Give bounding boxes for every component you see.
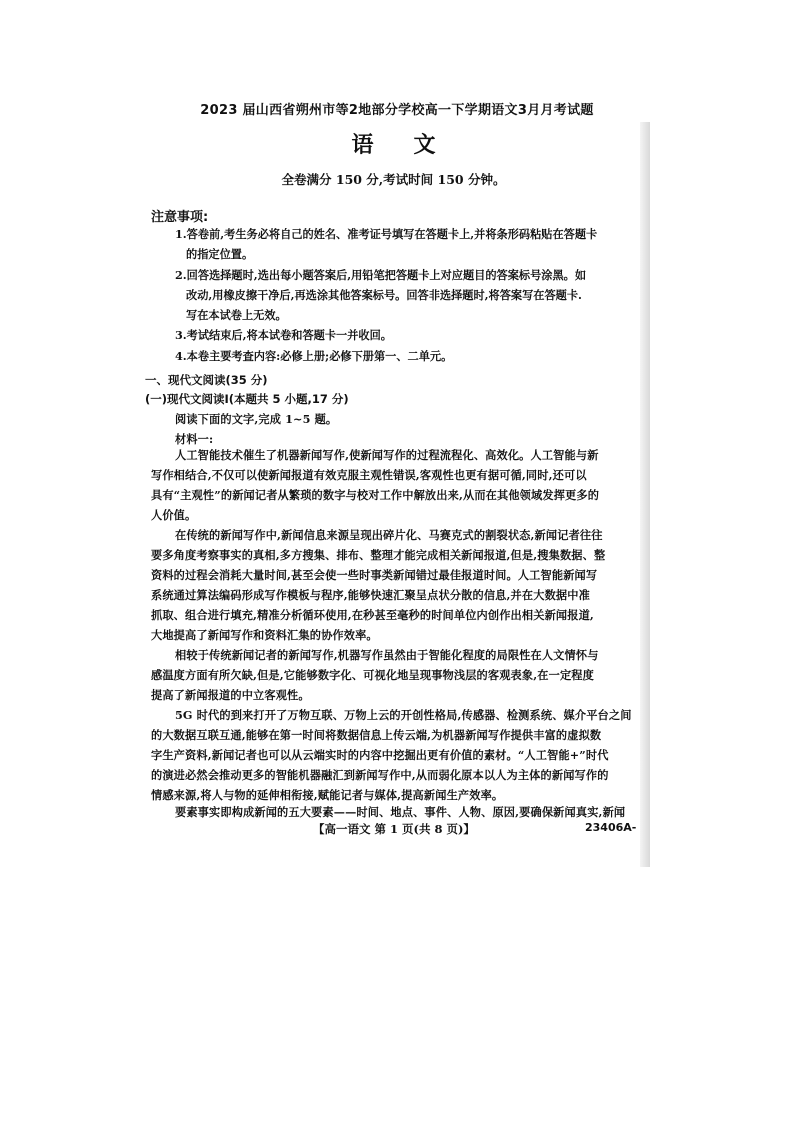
section-title: 一、现代文阅读(35 分)	[145, 373, 268, 387]
body-line: 情感来源,将人与物的延伸相衔接,赋能记者与媒体,提高新闻生产效率。	[151, 788, 504, 802]
subsection-title: (一)现代文阅读Ⅰ(本题共 5 小题,17 分)	[145, 392, 349, 406]
notice-line: 3.考试结束后,将本试卷和答题卡一并收回。	[175, 328, 392, 343]
body-line: 感温度方面有所欠缺,但是,它能够数字化、可视化地呈现事物浅层的客观表象,在一定程度	[151, 668, 594, 682]
notice-line: 改动,用橡皮擦干净后,再选涂其他答案标号。回答非选择题时,将答案写在答题卡.	[186, 287, 582, 302]
footer-page-info: 【高一语文 第 1 页(共 8 页)】	[313, 822, 475, 836]
body-line: 要素事实即构成新闻的五大要素——时间、地点、事件、人物、原因,要确保新闻真实,新闻	[175, 805, 626, 819]
body-line: 的演进必然会推动更多的智能机器融汇到新闻写作中,从而弱化原本以人为主体的新闻写作的	[151, 768, 609, 782]
subject-char-1: 语	[351, 132, 374, 158]
body-line: 要多角度考察事实的真相,多方搜集、排布、整理才能完成相关新闻报道,但是,搜集数据、整	[151, 548, 606, 562]
body-line: 相较于传统新闻记者的新闻写作,机器写作虽然由于智能化程度的局限性在人文情怀与	[175, 648, 599, 662]
body-line: 大地提高了新闻写作和资料汇集的协作效率。	[151, 628, 378, 642]
body-line: 系统通过算法编码形成写作模板与程序,能够快速汇聚呈点状分散的信息,并在大数据中准	[151, 588, 590, 602]
notice-title: 注意事项:	[151, 210, 209, 225]
material-label: 材料一:	[175, 432, 214, 446]
body-line: 提高了新闻报道的中立客观性。	[151, 688, 310, 702]
body-line: 的大数据互联互通,能够在第一时间将数据信息上传云端,为机器新闻写作提供丰富的虚拟数	[151, 728, 602, 742]
scanned-exam-page	[137, 122, 650, 867]
body-line: 具有“主观性”的新闻记者从繁琐的数字与校对工作中解放出来,从而在其他领域发挥更多的	[151, 488, 600, 502]
exam-meta: 全卷满分 150 分,考试时间 150 分钟。	[281, 172, 506, 187]
body-line: 人工智能技术催生了机器新闻写作,使新闻写作的过程流程化、高效化。人工智能与新	[175, 448, 599, 462]
subject-char-2: 文	[413, 132, 436, 158]
subject-heading	[137, 128, 650, 159]
notice-line: 的指定位置。	[186, 247, 254, 262]
document-title: 2023 届山西省朔州市等2地部分学校高一下学期语文3月月考试题	[200, 103, 594, 118]
body-line: 在传统的新闻写作中,新闻信息来源呈现出碎片化、马赛克式的割裂状态,新闻记者往往	[175, 528, 603, 542]
notice-line: 写在本试卷上无效。	[186, 308, 287, 323]
footer-code: 23406A-	[585, 821, 637, 834]
notice-line: 1.答卷前,考生务必将自己的姓名、准考证号填写在答题卡上,并将条形码粘贴在答题卡	[175, 227, 598, 241]
reading-instruction: 阅读下面的文字,完成 1~5 题。	[175, 412, 338, 426]
notice-line: 2.回答选择题时,选出每小题答案后,用铅笔把答题卡上对应题目的答案标号涂黑。如	[175, 267, 587, 282]
body-line: 人价值。	[151, 508, 197, 522]
body-line: 5G 时代的到来打开了万物互联、万物上云的开创性格局,传感器、检测系统、媒介平台之间	[175, 708, 632, 722]
body-line: 写作相结合,不仅可以使新闻报道有效克服主观性错误,客观性也更有据可循,同时,还可以	[151, 468, 587, 482]
body-line: 抓取、组合进行填充,精准分析循环使用,在秒甚至毫秒的时间单位内创作出相关新闻报道,	[151, 608, 594, 622]
body-line: 字生产资料,新闻记者也可以从云端实时的内容中挖掘出更有价值的素材。“人工智能+”时代	[151, 748, 609, 762]
notice-line: 4.本卷主要考查内容:必修上册;必修下册第一、二单元。	[175, 348, 453, 363]
body-line: 资料的过程会消耗大量时间,甚至会使一些时事类新闻错过最佳报道时间。人工智能新闻写	[151, 568, 598, 582]
notice-list	[175, 224, 645, 366]
